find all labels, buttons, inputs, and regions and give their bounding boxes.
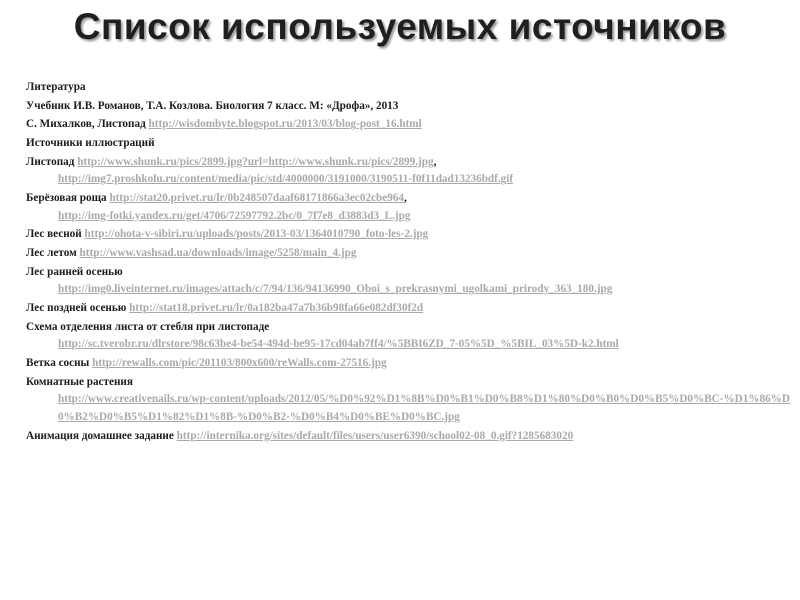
reference-item <box>26 245 790 263</box>
reference-item <box>26 319 790 354</box>
reference-item <box>26 226 790 244</box>
reference-link[interactable]: http://stat18.privet.ru/lr/0a182ba47a7b36b98fa66e082df30f2d <box>129 301 424 314</box>
reference-item <box>26 428 790 446</box>
reference-item <box>26 264 790 299</box>
reference-item <box>26 154 790 189</box>
reference-item <box>26 300 790 318</box>
reference-text: Источники иллюстраций <box>26 137 155 150</box>
reference-link[interactable]: http://stat20.privet.ru/lr/0b248507daaf68171866a3ec02cbe964 <box>109 192 405 205</box>
reference-text: Схема отделения листа от стебля при листопаде <box>26 320 270 333</box>
reference-text: Лес ранней осенью <box>26 265 123 278</box>
reference-item <box>26 79 790 97</box>
page-title: Список используемых источников <box>73 6 727 47</box>
reference-item <box>26 135 790 153</box>
reference-link[interactable]: http://img7.proshkolu.ru/content/media/pic/std/4000000/3191000/3190511-f0f11dad13236bdf.gif <box>58 173 514 186</box>
reference-continuation <box>26 171 790 189</box>
reference-item <box>26 116 790 134</box>
reference-link[interactable]: http://internika.org/sites/default/files/users/user6390/school02-08_0.gif?1285683020 <box>176 429 574 442</box>
reference-item <box>26 190 790 225</box>
reference-link[interactable]: http://wisdombyte.blogspot.ru/2013/03/blog-post_16.html <box>148 118 422 131</box>
reference-text: Комнатные растения <box>26 375 133 388</box>
reference-link[interactable]: http://www.vashsad.ua/downloads/image/5258/main_4.jpg <box>79 247 357 259</box>
reference-continuation <box>26 281 790 299</box>
reference-separator: , <box>433 155 437 168</box>
reference-text: Анимация домашнее задание <box>26 429 174 442</box>
reference-link[interactable]: http://ohota-v-sibiri.ru/uploads/posts/2013-03/1364010790_foto-les-2.jpg <box>84 228 429 241</box>
reference-text: Литература <box>26 81 86 93</box>
reference-item <box>26 374 790 427</box>
reference-link[interactable]: http://www.shunk.ru/pics/2899.jpg?url=http://www.shunk.ru/pics/2899.jpg <box>77 155 434 168</box>
reference-continuation <box>26 336 790 354</box>
reference-text: Берёзовая роща <box>26 192 107 205</box>
reference-text: Лес весной <box>26 228 82 241</box>
reference-link[interactable]: http://rewalls.com/pic/201103/800x600/reWalls.com-27516.jpg <box>92 356 387 369</box>
reference-text: Листопад <box>26 155 75 168</box>
reference-link[interactable]: http://img-fotki.yandex.ru/get/4706/72597792.2bc/0_7f7e8_d3883d3_L.jpg <box>58 209 411 222</box>
reference-continuation <box>26 391 790 426</box>
reference-item <box>26 98 790 116</box>
reference-link[interactable]: http://www.creativenails.ru/wp-content/uploads/2012/05/%D0%92%D1%8B%D0%B1%D0%B8%D1%80%D0%B0%D0%B5%D0%BC-%D1%86%D0%B2%D0%B5%D1%82%D1%8B-%D0%B2-%D0%B4%D0%BE%D0%BC.jpg <box>58 393 790 423</box>
reference-link[interactable]: http://img0.liveinternet.ru/images/attach/c/7/94/136/94136990_Oboi_s_prekrasnymi_ugolkami_prirody_363_180.jpg <box>58 283 613 296</box>
reference-continuation <box>26 208 790 226</box>
reference-text: Лес поздней осенью <box>26 301 127 314</box>
references-list <box>26 79 790 446</box>
reference-link[interactable]: http://sc.tverobr.ru/dlrstore/98c63be4-be54-494d-be95-17cd04ab7ff4/%5BBI6ZD_7-05%5D_%5BIL_03%5D-k2.html <box>58 338 619 351</box>
reference-text: Учебник И.В. Романов, Т.А. Козлова. Биология 7 класс. М: «Дрофа», 2013 <box>26 99 399 112</box>
reference-text: С. Михалков, Листопад <box>26 118 146 131</box>
reference-text: Лес летом <box>26 247 77 259</box>
reference-separator: , <box>404 192 407 205</box>
reference-item <box>26 355 790 373</box>
reference-text: Ветка сосны <box>26 356 90 369</box>
